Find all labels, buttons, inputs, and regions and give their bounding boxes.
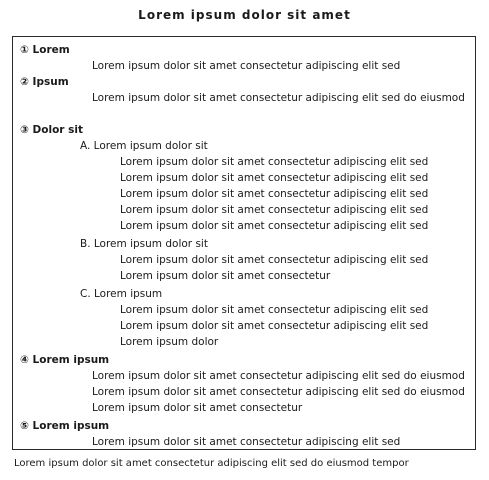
section-line: Lorem ipsum dolor sit amet consectetur	[92, 402, 303, 414]
section-line: Lorem ipsum dolor sit amet consectetur adipiscing elit sed	[120, 156, 429, 168]
section-line: Lorem ipsum dolor sit amet consectetur adipiscing elit sed	[120, 220, 429, 232]
section-line: Lorem ipsum dolor sit amet consectetur adipiscing elit sed	[120, 304, 429, 316]
section-line: Lorem ipsum dolor sit amet consectetur adipiscing elit sed	[120, 320, 429, 332]
section-heading: ④ Lorem ipsum	[20, 354, 110, 366]
section-line: Lorem ipsum dolor sit amet consectetur adipiscing elit sed	[120, 254, 429, 266]
source-note: Lorem ipsum dolor sit amet consectetur adipiscing elit sed do eiusmod tempor	[14, 458, 409, 469]
section-line: Lorem ipsum dolor sit amet consectetur adipiscing elit sed do eiusmod	[92, 92, 465, 104]
subsection-label: C. Lorem ipsum	[80, 288, 163, 300]
section-line: Lorem ipsum dolor	[120, 336, 219, 348]
section-line: Lorem ipsum dolor sit amet consectetur adipiscing elit sed	[120, 188, 429, 200]
subsection-label: B. Lorem ipsum dolor sit	[80, 238, 208, 250]
section-heading: ⑤ Lorem ipsum	[20, 420, 110, 432]
section-line: Lorem ipsum dolor sit amet consectetur adipiscing elit sed	[92, 60, 401, 72]
subsection-label: A. Lorem ipsum dolor sit	[80, 140, 208, 152]
section-line: Lorem ipsum dolor sit amet consectetur adipiscing elit sed do eiusmod	[92, 370, 465, 382]
table-title: Lorem ipsum dolor sit amet	[138, 8, 351, 22]
section-line: Lorem ipsum dolor sit amet consectetur adipiscing elit sed	[120, 172, 429, 184]
section-line: Lorem ipsum dolor sit amet consectetur adipiscing elit sed	[92, 436, 401, 448]
section-heading: ② Ipsum	[20, 76, 69, 88]
section-line: Lorem ipsum dolor sit amet consectetur adipiscing elit sed	[120, 204, 429, 216]
section-line: Lorem ipsum dolor sit amet consectetur	[120, 270, 331, 282]
section-heading: ③ Dolor sit	[20, 124, 83, 136]
section-line: Lorem ipsum dolor sit amet consectetur adipiscing elit sed do eiusmod	[92, 386, 465, 398]
section-heading: ① Lorem	[20, 44, 70, 56]
